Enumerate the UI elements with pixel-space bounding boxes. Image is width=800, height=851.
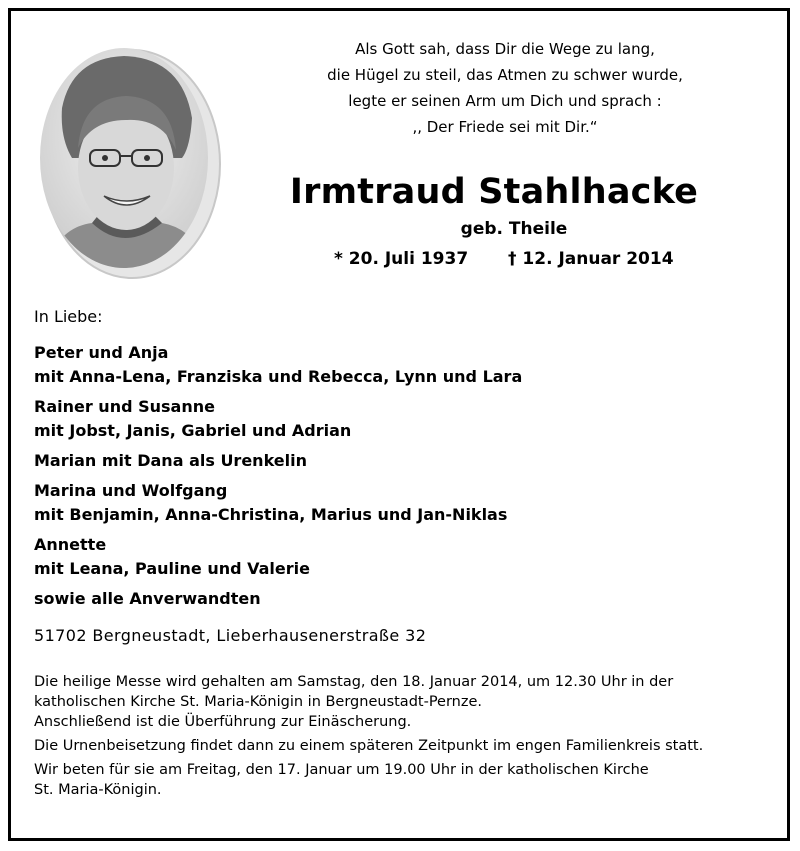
service-line: Die Urnenbeisetzung findet dann zu einem späteren Zeitpunkt im engen Familienkreis statt. bbox=[34, 738, 704, 754]
service-line: Die heilige Messe wird gehalten am Samstag, den 18. Januar 2014, um 12.30 Uhr in der bbox=[34, 674, 674, 690]
family-line: Peter und Anja bbox=[34, 343, 169, 362]
family-line: mit Benjamin, Anna-Christina, Marius und Jan-Niklas bbox=[34, 505, 508, 524]
poem bbox=[290, 36, 720, 140]
poem-line: ,, Der Friede sei mit Dir.“ bbox=[412, 118, 598, 136]
service-paragraph bbox=[34, 760, 774, 800]
deceased-name: Irmtraud Stahlhacke bbox=[289, 172, 699, 212]
birth-date: * 20. Juli 1937 bbox=[334, 249, 469, 269]
death-date: † 12. Januar 2014 bbox=[508, 249, 674, 269]
service-info bbox=[34, 672, 774, 804]
service-line: Anschließend ist die Überführung zur Einäscherung. bbox=[34, 714, 412, 730]
service-line: St. Maria-Königin. bbox=[34, 782, 162, 798]
service-paragraph bbox=[34, 736, 774, 756]
family-line: Rainer und Susanne bbox=[34, 397, 215, 416]
in-love-heading: In Liebe: bbox=[34, 307, 103, 326]
family-group bbox=[34, 587, 774, 611]
mourners-list bbox=[34, 341, 774, 617]
service-line: Wir beten für sie am Freitag, den 17. Januar um 19.00 Uhr in der katholischen Kirche bbox=[34, 762, 649, 778]
family-line: Marina und Wolfgang bbox=[34, 481, 228, 500]
poem-line: Als Gott sah, dass Dir die Wege zu lang, bbox=[355, 40, 655, 58]
poem-line: legte er seinen Arm um Dich und sprach : bbox=[348, 92, 662, 110]
family-line: sowie alle Anverwandten bbox=[34, 589, 261, 608]
poem-line: die Hügel zu steil, das Atmen zu schwer wurde, bbox=[327, 66, 683, 84]
service-line: katholischen Kirche St. Maria-Königin in Bergneustadt-Pernze. bbox=[34, 694, 482, 710]
family-group bbox=[34, 341, 774, 389]
portrait-photo bbox=[32, 38, 228, 284]
family-group bbox=[34, 395, 774, 443]
family-group bbox=[34, 449, 774, 473]
family-line: mit Jobst, Janis, Gabriel und Adrian bbox=[34, 421, 352, 440]
family-line: mit Leana, Pauline und Valerie bbox=[34, 559, 310, 578]
family-group bbox=[34, 533, 774, 581]
birth-name: geb. Theile bbox=[460, 219, 568, 239]
family-line: Annette bbox=[34, 535, 107, 554]
family-line: mit Anna-Lena, Franziska und Rebecca, Lynn und Lara bbox=[34, 367, 523, 386]
family-group bbox=[34, 479, 774, 527]
family-line: Marian mit Dana als Urenkelin bbox=[34, 451, 307, 470]
address: 51702 Bergneustadt, Lieberhausenerstraße 32 bbox=[34, 626, 427, 645]
service-paragraph bbox=[34, 672, 774, 732]
